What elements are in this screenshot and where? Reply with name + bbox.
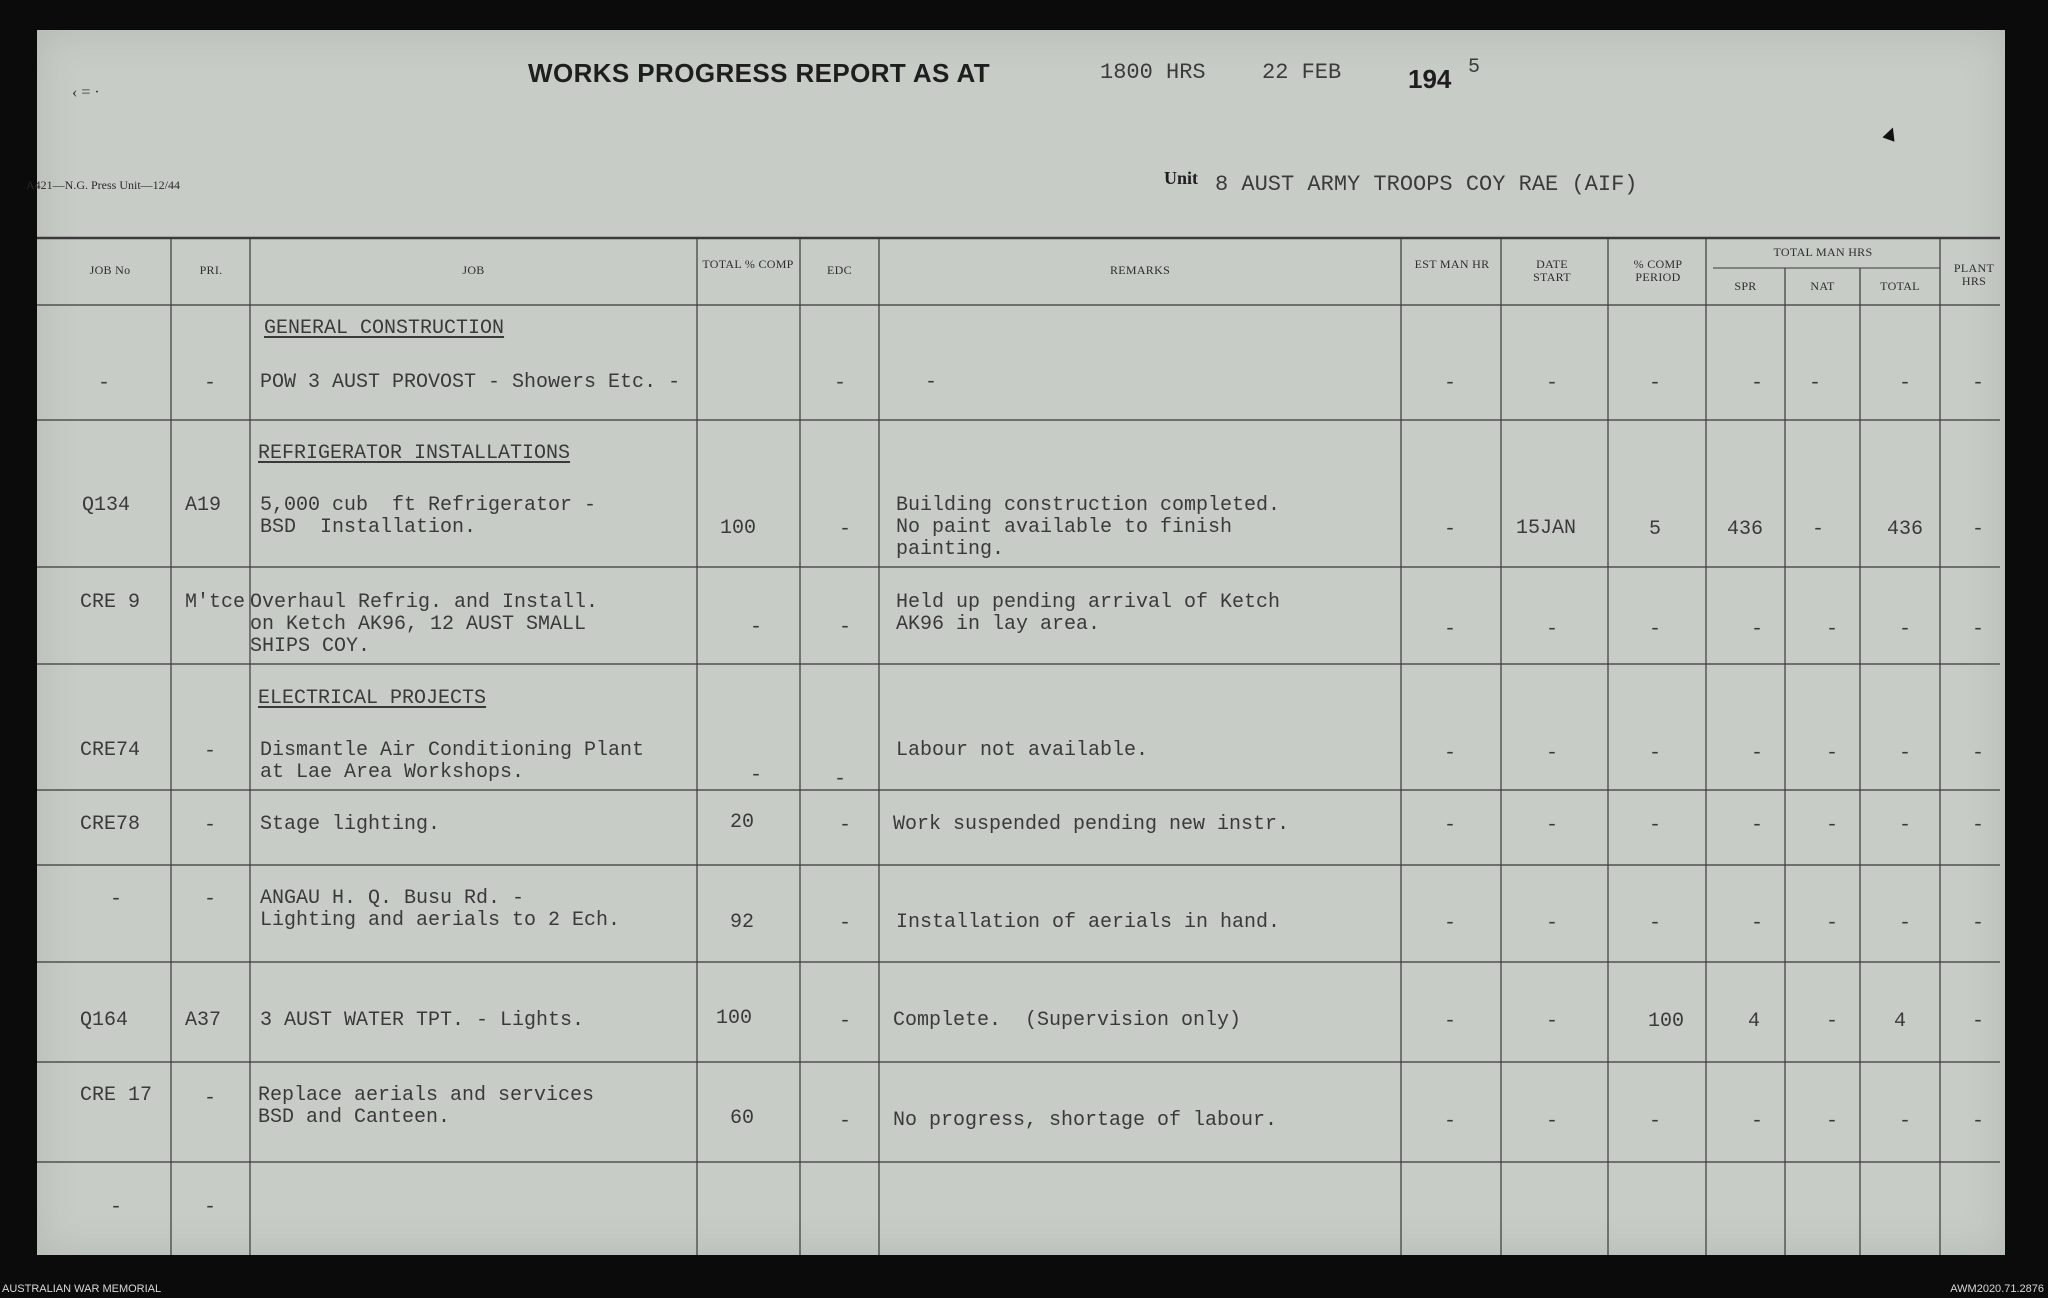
row5-total: -	[1898, 912, 1911, 935]
row0-est: -	[1443, 372, 1456, 395]
col-nat: NAT	[1810, 279, 1835, 293]
row7-job: Replace aerials and services BSD and Canteen.	[258, 1084, 595, 1129]
row2-total: -	[1898, 618, 1911, 641]
row0-job: POW 3 AUST PROVOST - Showers Etc. -	[260, 371, 681, 394]
report-time: 1800 HRS	[1100, 60, 1206, 85]
col-total-comp: TOTAL % COMP	[702, 257, 794, 271]
row1-est: -	[1443, 518, 1456, 541]
row7-edc: -	[838, 1110, 851, 1133]
row2-job: Overhaul Refrig. and Install. on Ketch AK96, 12 AUST SMALL SHIPS COY.	[250, 591, 599, 658]
row0-nat: -	[1808, 372, 1821, 395]
col-pri: PRI.	[199, 263, 223, 277]
row0-edc: -	[833, 372, 846, 395]
report-date: 22 FEB	[1262, 60, 1342, 85]
row6-comp: 100	[716, 1007, 753, 1030]
ink-blot: ▲	[1876, 117, 1906, 149]
row5-job-no: -	[109, 888, 122, 911]
row3-pri: -	[203, 740, 216, 763]
row7-pri: -	[203, 1087, 216, 1110]
row7-total: -	[1898, 1110, 1911, 1133]
row4-start: -	[1545, 814, 1558, 837]
row1-start: 15JAN	[1516, 517, 1577, 540]
row2-spr: -	[1750, 618, 1763, 641]
row6-remarks: Complete. (Supervision only)	[893, 1009, 1242, 1032]
row7-spr: -	[1750, 1110, 1763, 1133]
row0-remarks: -	[925, 371, 938, 394]
row7-est: -	[1443, 1110, 1456, 1133]
row2-edc: -	[838, 616, 851, 639]
report-year-prefix: 194	[1408, 64, 1452, 94]
row0-spr: -	[1750, 372, 1763, 395]
row1-plant: -	[1971, 518, 1984, 541]
footer-reference: AWM2020.71.2876	[1950, 1283, 2044, 1295]
row6-edc: -	[838, 1010, 851, 1033]
col-edc: EDC	[827, 263, 852, 277]
col-date-start: DATE START	[1533, 257, 1571, 284]
row2-comp: -	[749, 616, 762, 639]
row6-pri: A37	[185, 1009, 222, 1032]
row1-period: 5	[1648, 518, 1661, 541]
row6-job-no: Q164	[80, 1009, 129, 1032]
row4-spr: -	[1750, 814, 1763, 837]
row1-spr: 436	[1726, 518, 1763, 541]
row7-plant: -	[1971, 1110, 1984, 1133]
row6-nat: -	[1825, 1010, 1838, 1033]
row4-job-no: CRE78	[80, 813, 141, 836]
row7-remarks: No progress, shortage of labour.	[893, 1109, 1278, 1132]
row1-nat: -	[1811, 518, 1824, 541]
row3-edc: -	[833, 768, 846, 791]
row7-comp: 60	[730, 1107, 755, 1130]
row2-est: -	[1443, 618, 1456, 641]
row5-comp: 92	[730, 911, 755, 934]
row0-period: -	[1648, 372, 1661, 395]
row3-period: -	[1648, 742, 1661, 765]
section-general-construction: GENERAL CONSTRUCTION	[264, 317, 505, 340]
row1-total: 436	[1886, 518, 1923, 541]
row2-job-no: CRE 9	[80, 591, 141, 614]
row5-edc: -	[838, 912, 851, 935]
row8-job-no: -	[109, 1196, 122, 1219]
row6-est: -	[1443, 1010, 1456, 1033]
row5-remarks: Installation of aerials in hand.	[896, 911, 1281, 934]
row1-job-no: Q134	[82, 494, 131, 517]
col-total-man-hrs: TOTAL MAN HRS	[1773, 245, 1873, 259]
row2-nat: -	[1825, 618, 1838, 641]
row4-total: -	[1898, 814, 1911, 837]
unit-value: 8 AUST ARMY TROOPS COY RAE (AIF)	[1215, 172, 1638, 197]
row5-nat: -	[1825, 912, 1838, 935]
row4-nat: -	[1825, 814, 1838, 837]
row3-job: Dismantle Air Conditioning Plant at Lae Area Workshops.	[260, 739, 645, 784]
row3-total: -	[1898, 742, 1911, 765]
col-comp-period: % COMP PERIOD	[1633, 257, 1683, 284]
row2-period: -	[1648, 618, 1661, 641]
col-spr: SPR	[1734, 279, 1757, 293]
row5-period: -	[1648, 912, 1661, 935]
row1-remarks: Building construction completed. No paint available to finish painting.	[896, 494, 1281, 561]
row0-pri: -	[203, 372, 216, 395]
section-electrical-projects: ELECTRICAL PROJECTS	[258, 687, 487, 710]
row4-comp: 20	[730, 811, 755, 834]
row4-est: -	[1443, 814, 1456, 837]
row1-pri: A19	[185, 494, 222, 517]
row6-spr: 4	[1747, 1010, 1760, 1033]
report-year-suffix: 5	[1468, 56, 1481, 79]
row6-job: 3 AUST WATER TPT. - Lights.	[260, 1009, 585, 1032]
row4-plant: -	[1971, 814, 1984, 837]
row3-plant: -	[1971, 742, 1984, 765]
row5-plant: -	[1971, 912, 1984, 935]
row1-job: 5,000 cub ft Refrigerator - BSD Installation.	[260, 494, 597, 539]
row6-start: -	[1545, 1010, 1558, 1033]
row0-job-no: -	[97, 372, 110, 395]
row4-edc: -	[838, 814, 851, 837]
row2-remarks: Held up pending arrival of Ketch AK96 in lay area.	[896, 591, 1281, 636]
footer-archive: AUSTRALIAN WAR MEMORIAL	[2, 1283, 162, 1295]
row6-total: 4	[1893, 1010, 1906, 1033]
row7-period: -	[1648, 1110, 1661, 1133]
col-job-no: JOB No	[89, 263, 131, 277]
row8-pri: -	[203, 1196, 216, 1219]
row5-start: -	[1545, 912, 1558, 935]
row6-plant: -	[1971, 1010, 1984, 1033]
row5-pri: -	[203, 888, 216, 911]
row3-comp: -	[749, 764, 762, 787]
row7-job-no: CRE 17	[80, 1084, 153, 1107]
row1-comp: 100	[720, 517, 757, 540]
row7-start: -	[1545, 1110, 1558, 1133]
col-remarks: REMARKS	[1109, 263, 1171, 277]
unit-label: Unit	[1164, 168, 1199, 188]
row6-period: 100	[1647, 1010, 1684, 1033]
row3-remarks: Labour not available.	[896, 739, 1149, 762]
row0-plant: -	[1971, 372, 1984, 395]
section-refrigerator-installations: REFRIGERATOR INSTALLATIONS	[258, 442, 571, 465]
row2-pri: M'tce	[185, 591, 246, 614]
row2-start: -	[1545, 618, 1558, 641]
row2-plant: -	[1971, 618, 1984, 641]
row7-nat: -	[1825, 1110, 1838, 1133]
col-plant-hrs: PLANT HRS	[1953, 261, 1995, 288]
row5-job: ANGAU H. Q. Busu Rd. - Lighting and aerials to 2 Ech.	[260, 887, 621, 932]
col-job: JOB	[462, 263, 485, 277]
col-total: TOTAL	[1880, 279, 1920, 293]
pencil-mark: ‹ = ·	[72, 84, 100, 101]
row4-remarks: Work suspended pending new instr.	[893, 813, 1290, 836]
form-code: A421—N.G. Press Unit—12/44	[26, 178, 181, 192]
row3-start: -	[1545, 742, 1558, 765]
row4-pri: -	[203, 814, 216, 837]
report-title: WORKS PROGRESS REPORT AS AT	[528, 58, 990, 88]
row5-est: -	[1443, 912, 1456, 935]
row0-total: -	[1898, 372, 1911, 395]
row0-start: -	[1545, 372, 1558, 395]
row3-est: -	[1443, 742, 1456, 765]
row3-nat: -	[1825, 742, 1838, 765]
row4-period: -	[1648, 814, 1661, 837]
row5-spr: -	[1750, 912, 1763, 935]
col-est-man-hr: EST MAN HR	[1414, 257, 1490, 271]
row4-job: Stage lighting.	[260, 813, 441, 836]
row3-job-no: CRE74	[80, 739, 141, 762]
row1-edc: -	[838, 518, 851, 541]
row3-spr: -	[1750, 742, 1763, 765]
